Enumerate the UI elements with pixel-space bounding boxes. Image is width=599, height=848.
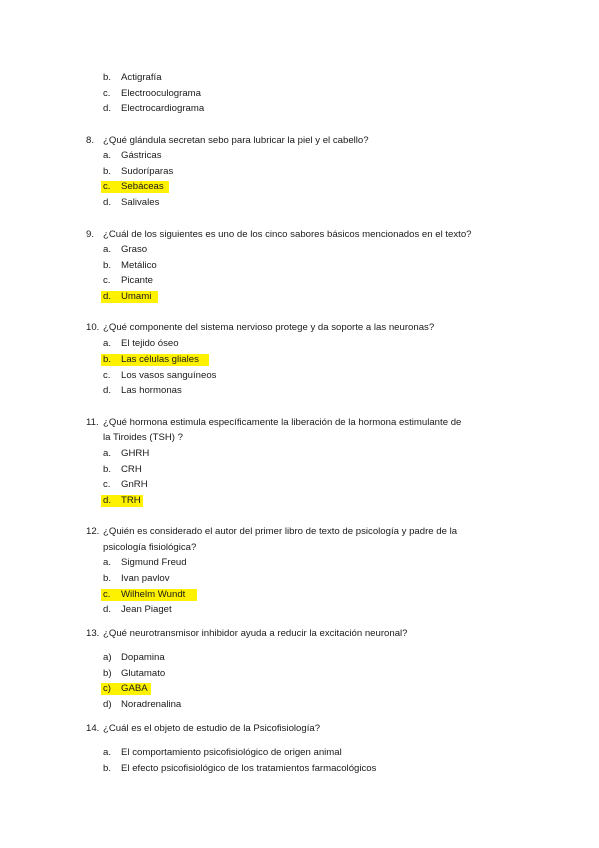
option-letter: b. <box>103 166 112 177</box>
option-text: Sigmund Freud <box>121 557 187 568</box>
option-letter: b. <box>103 72 112 83</box>
option-text: Gástricas <box>121 150 162 161</box>
option-text: Los vasos sanguíneos <box>121 370 217 381</box>
option-text: Electrocardiograma <box>121 103 205 114</box>
option-text: Actigrafía <box>121 72 162 83</box>
option-text: Picante <box>121 275 153 286</box>
option-text: Umami <box>121 291 152 302</box>
question-text: ¿Cuál es el objeto de estudio de la Psicofisiología? <box>103 723 321 734</box>
option-text: El efecto psicofisiológico de los tratamientos farmacológicos <box>121 763 377 774</box>
option-text: El comportamiento psicofisiológico de origen animal <box>121 747 342 758</box>
option-text: Las hormonas <box>121 385 182 396</box>
option-letter: c. <box>103 181 111 192</box>
option-letter: a. <box>103 747 112 758</box>
question-text: ¿Cuál de los siguientes es uno de los cinco sabores básicos mencionados en el texto? <box>103 229 472 240</box>
option-letter: d) <box>103 699 112 710</box>
question-text: ¿Qué componente del sistema nervioso protege y da soporte a las neuronas? <box>103 322 435 333</box>
option-letter: c. <box>103 88 111 99</box>
option-text: Metálico <box>121 260 157 271</box>
option-letter: d. <box>103 103 112 114</box>
option-letter: b) <box>103 668 112 679</box>
option-letter: a. <box>103 244 112 255</box>
question-number: 9. <box>86 229 95 240</box>
option-text: TRH <box>121 495 141 506</box>
option-text: Noradrenalina <box>121 699 182 710</box>
question-text: ¿Qué hormona estimula específicamente la liberación de la hormona estimulante de <box>103 417 462 428</box>
option-text: GABA <box>121 683 148 694</box>
option-text: Wilhelm Wundt <box>121 589 186 600</box>
option-text: Jean Piaget <box>121 604 172 615</box>
option-text: GHRH <box>121 448 150 459</box>
option-letter: c) <box>103 683 111 694</box>
option-letter: b. <box>103 573 112 584</box>
option-letter: b. <box>103 260 112 271</box>
option-text: Graso <box>121 244 148 255</box>
option-letter: a) <box>103 652 112 663</box>
option-text: Glutamato <box>121 668 166 679</box>
option-letter: b. <box>103 763 112 774</box>
question-text: ¿Quién es considerado el autor del primer libro de texto de psicología y padre de la <box>103 526 458 537</box>
question-number: 11. <box>86 417 99 428</box>
option-letter: a. <box>103 150 112 161</box>
option-letter: d. <box>103 604 112 615</box>
question-text: ¿Qué neurotransmisor inhibidor ayuda a reducir la excitación neuronal? <box>103 628 408 639</box>
option-letter: b. <box>103 464 112 475</box>
option-letter: c. <box>103 479 111 490</box>
option-text: Salivales <box>121 197 160 208</box>
option-letter: d. <box>103 197 112 208</box>
option-letter: a. <box>103 338 112 349</box>
question-text: ¿Qué glándula secretan sebo para lubricar la piel y el cabello? <box>103 135 369 146</box>
question-text: psicología fisiológica? <box>103 542 197 553</box>
question-number: 8. <box>86 135 95 146</box>
option-letter: d. <box>103 495 112 506</box>
option-text: CRH <box>121 464 142 475</box>
option-text: Ivan pavlov <box>121 573 170 584</box>
option-letter: a. <box>103 448 112 459</box>
question-number: 12. <box>86 526 100 537</box>
option-text: El tejido óseo <box>121 338 179 349</box>
option-letter: c. <box>103 589 111 600</box>
option-letter: a. <box>103 557 112 568</box>
option-text: Las células gliales <box>121 354 199 365</box>
option-text: Electrooculograma <box>121 88 201 99</box>
option-text: Dopamina <box>121 652 165 663</box>
question-number: 10. <box>86 322 100 333</box>
option-text: GnRH <box>121 479 148 490</box>
question-number: 14. <box>86 723 100 734</box>
option-letter: d. <box>103 291 112 302</box>
option-letter: c. <box>103 275 111 286</box>
option-letter: c. <box>103 370 111 381</box>
question-text: la Tiroides (TSH) ? <box>103 432 183 443</box>
option-text: Sudoríparas <box>121 166 174 177</box>
option-letter: d. <box>103 385 112 396</box>
option-text: Sebáceas <box>121 181 164 192</box>
question-number: 13. <box>86 628 100 639</box>
option-letter: b. <box>103 354 112 365</box>
